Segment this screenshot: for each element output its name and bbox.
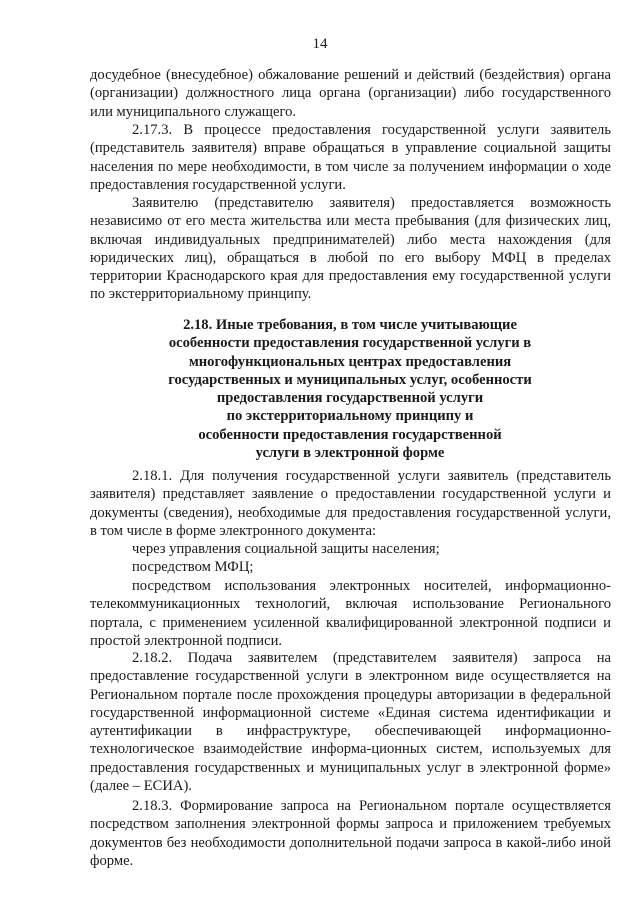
heading-line: по экстерриториальному принципу и	[226, 408, 474, 425]
paragraph-2-17-3: 2.17.3. В процессе предоставления государственной услуги заявитель (представитель заявителя) вправе обращаться в управление социальной защиты населения по мере необходимости, в том числе за получением информации о ходе предоставления государственной услуги.	[90, 122, 611, 193]
paragraph-2-18-1: 2.18.1. Для получения государственной услуги заявитель (представитель заявителя) представляет заявление о предоставлении государственной услуги и документы (сведения), необходимые для предоставления государственной услуги, в том числе в форме электронного документа:	[90, 468, 611, 539]
heading-line: предоставления государственной услуги	[216, 390, 484, 407]
paragraph-2-18-2: 2.18.2. Подача заявителем (представителем заявителя) запроса на предоставление государственной услуги в электронном виде осуществляется на Региональном портале после прохождения процедуры авторизации в федеральной государственной информационной системе «Единая система идентификации и аутентификации в инфраструктуре, обеспечивающей информационно-технологическое взаимодействие информа-ционных систем, используемых для предоставления государственных и муниципальных услуг в электронной форме» (далее – ЕСИА).	[90, 650, 611, 795]
list-item-social-protection: через управления социальной защиты населения;	[132, 541, 440, 557]
heading-line: особенности предоставления государственной	[198, 426, 502, 443]
heading-line: услуги в электронной форме	[255, 445, 445, 462]
heading-line: государственных и муниципальных услуг, особенности	[168, 371, 532, 388]
paragraph-continuation: досудебное (внесудебное) обжалование решений и действий (бездействия) органа (организации) должностного лица органа (организации) либо государственного или муниципального служащего.	[90, 67, 611, 120]
list-item-mfc: посредством МФЦ;	[132, 559, 254, 575]
heading-line: особенности предоставления государственной услуги в	[168, 335, 532, 352]
paragraph-applicant-possibility: Заявителю (представителю заявителя) предоставляется возможность независимо от его места жительства или места пребывания (для физических лиц, включая индивидуальных предпринимателей) либо места нахождения (для юридических лиц), обращаться в любой по его выбору МФЦ в пределах территории Краснодарского края для предоставления ему государственной услуги по экстерриториальному принципу.	[90, 195, 611, 303]
paragraph-2-18-3: 2.18.3. Формирование запроса на Региональном портале осуществляется посредством заполнения электронной формы запроса и приложением требуемых документов без необходимости дополнительной подачи запроса в какой-либо иной форме.	[90, 798, 611, 869]
list-item-electronic: посредством использования электронных носителей, информационно-телекоммуникационных технологий, включая использование Регионального портала, с применением усиленной квалифицированной электронной подписи и простой электронной подписи.	[90, 578, 611, 649]
section-heading-2-18	[150, 316, 550, 462]
page-number: 14	[312, 36, 328, 52]
heading-line: 2.18. Иные требования, в том числе учитывающие	[183, 317, 517, 333]
heading-line: многофункциональных центрах предоставления	[188, 353, 512, 370]
